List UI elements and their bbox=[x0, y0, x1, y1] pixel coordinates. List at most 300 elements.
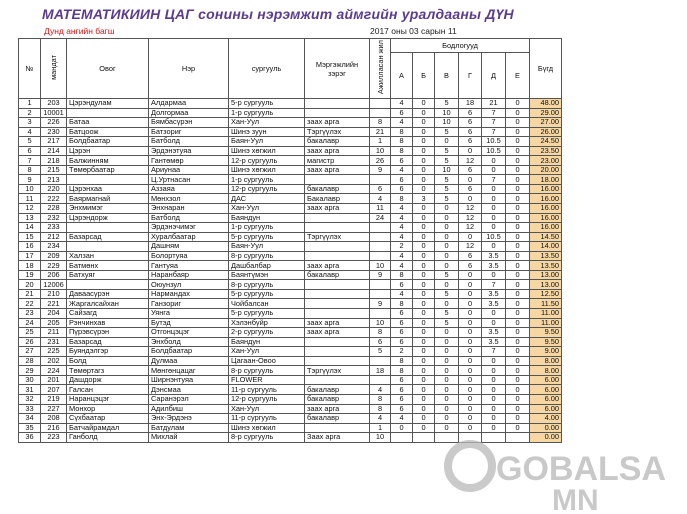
cell-lastname bbox=[67, 280, 149, 290]
cell-years bbox=[370, 232, 391, 242]
cell-school: FLOWER bbox=[229, 375, 305, 385]
cell-problem-f: 0 bbox=[506, 375, 530, 385]
cell-school: 12-р сургууль bbox=[229, 184, 305, 194]
table-row bbox=[19, 175, 562, 185]
cell-degree bbox=[305, 108, 370, 118]
cell-problem-e: 0 bbox=[482, 356, 506, 366]
cell-score: 0.00 bbox=[530, 423, 562, 433]
cell-number: 20 bbox=[19, 280, 41, 290]
cell-number: 16 bbox=[19, 242, 41, 252]
cell-score: 12.50 bbox=[530, 289, 562, 299]
cell-problem-d: 0 bbox=[459, 289, 482, 299]
cell-problem-f: 0 bbox=[506, 414, 530, 424]
cell-degree: заах арга bbox=[305, 328, 370, 338]
watermark-text-top: GOBALSA bbox=[496, 450, 666, 488]
cell-problem-e: 0 bbox=[482, 375, 506, 385]
cell-school: Хан-Уул bbox=[229, 347, 305, 357]
cell-problem-e: 0 bbox=[482, 385, 506, 395]
cell-code: 215 bbox=[41, 165, 67, 175]
cell-problem-a: 6 bbox=[391, 156, 413, 166]
cell-problem-b: 0 bbox=[413, 146, 435, 156]
cell-problem-e: 0 bbox=[482, 204, 506, 214]
cell-score: 6.00 bbox=[530, 394, 562, 404]
cell-number: 27 bbox=[19, 347, 41, 357]
cell-years: 10 bbox=[370, 261, 391, 271]
cell-years: 4 bbox=[370, 385, 391, 395]
cell-problem-d: 6 bbox=[459, 137, 482, 147]
cell-code: 217 bbox=[41, 137, 67, 147]
cell-problem-d: 0 bbox=[459, 404, 482, 414]
cell-number: 1 bbox=[19, 99, 41, 109]
cell-degree bbox=[305, 337, 370, 347]
cell-firstname: Мөнгөнцацаг bbox=[149, 366, 229, 376]
cell-score: 0.00 bbox=[530, 433, 562, 443]
cell-code: 210 bbox=[41, 289, 67, 299]
header-years: Ажилласан жил bbox=[370, 39, 391, 99]
cell-problem-f: 0 bbox=[506, 423, 530, 433]
cell-problem-a bbox=[391, 433, 413, 443]
cell-problem-b: 0 bbox=[413, 108, 435, 118]
cell-degree: магистр bbox=[305, 156, 370, 166]
table-row bbox=[19, 251, 562, 261]
cell-number: 8 bbox=[19, 165, 41, 175]
cell-code: 12006 bbox=[41, 280, 67, 290]
cell-problem-c: 0 bbox=[435, 394, 459, 404]
cell-firstname: Дулмаа bbox=[149, 356, 229, 366]
cell-problem-e: 10.5 bbox=[482, 137, 506, 147]
cell-problem-f: 0 bbox=[506, 156, 530, 166]
cell-degree: бакалавр bbox=[305, 137, 370, 147]
cell-problem-b: 0 bbox=[413, 423, 435, 433]
cell-score: 24.50 bbox=[530, 137, 562, 147]
cell-score: 16.00 bbox=[530, 213, 562, 223]
cell-code: 227 bbox=[41, 404, 67, 414]
cell-problem-f: 0 bbox=[506, 280, 530, 290]
cell-problem-a: 0 bbox=[391, 423, 413, 433]
cell-problem-e: 0 bbox=[482, 223, 506, 233]
cell-years: 5 bbox=[370, 347, 391, 357]
cell-firstname: Эрдэнэчимэг bbox=[149, 223, 229, 233]
cell-firstname: Гантуяа bbox=[149, 261, 229, 271]
cell-school: 8-р сургууль bbox=[229, 433, 305, 443]
cell-school: Шинэ хөгжил bbox=[229, 165, 305, 175]
cell-problem-c: 0 bbox=[435, 213, 459, 223]
cell-lastname: Сайзагд bbox=[67, 309, 149, 319]
cell-score: 16.00 bbox=[530, 204, 562, 214]
cell-problem-c: 0 bbox=[435, 385, 459, 395]
cell-firstname: Ганзориг bbox=[149, 299, 229, 309]
header-score: Бүгд bbox=[530, 39, 562, 99]
cell-problem-e: 0 bbox=[482, 423, 506, 433]
cell-problem-a: 4 bbox=[391, 261, 413, 271]
category-subtitle: Дунд ангийн багш bbox=[44, 26, 115, 36]
cell-problem-b: 0 bbox=[413, 337, 435, 347]
cell-code: 219 bbox=[41, 394, 67, 404]
cell-firstname: Батзориг bbox=[149, 127, 229, 137]
cell-lastname: Баярмагнай bbox=[67, 194, 149, 204]
cell-problem-f: 0 bbox=[506, 261, 530, 271]
cell-code: 205 bbox=[41, 318, 67, 328]
cell-code: 214 bbox=[41, 146, 67, 156]
cell-score: 9.00 bbox=[530, 347, 562, 357]
cell-problem-e: 0 bbox=[482, 184, 506, 194]
cell-code: 213 bbox=[41, 175, 67, 185]
cell-lastname: Батцоож bbox=[67, 127, 149, 137]
cell-years: 8 bbox=[370, 328, 391, 338]
cell-firstname: Бямбасүрэн bbox=[149, 118, 229, 128]
cell-problem-b: 0 bbox=[413, 242, 435, 252]
cell-problem-e: 0 bbox=[482, 404, 506, 414]
cell-score: 9.50 bbox=[530, 328, 562, 338]
cell-years: 4 bbox=[370, 194, 391, 204]
cell-lastname: Жаргалсайхан bbox=[67, 299, 149, 309]
cell-degree: Тэргүүлэх bbox=[305, 232, 370, 242]
cell-number: 22 bbox=[19, 299, 41, 309]
cell-problem-c: 0 bbox=[435, 261, 459, 271]
cell-problem-b: 0 bbox=[413, 118, 435, 128]
cell-problem-b: 0 bbox=[413, 318, 435, 328]
cell-code: 204 bbox=[41, 309, 67, 319]
cell-problem-e bbox=[482, 433, 506, 443]
cell-problem-b: 0 bbox=[413, 127, 435, 137]
cell-problem-f: 0 bbox=[506, 356, 530, 366]
cell-number: 12 bbox=[19, 204, 41, 214]
table-row bbox=[19, 299, 562, 309]
cell-number: 29 bbox=[19, 366, 41, 376]
cell-code: 225 bbox=[41, 347, 67, 357]
cell-score: 13.50 bbox=[530, 251, 562, 261]
cell-code: 208 bbox=[41, 414, 67, 424]
cell-school: Хэлэнбүйр bbox=[229, 318, 305, 328]
cell-score: 16.00 bbox=[530, 184, 562, 194]
table-row bbox=[19, 204, 562, 214]
cell-degree: бакалавр bbox=[305, 385, 370, 395]
cell-problem-d: 0 bbox=[459, 414, 482, 424]
cell-number: 5 bbox=[19, 137, 41, 147]
cell-problem-a: 4 bbox=[391, 99, 413, 109]
cell-problem-e: 0 bbox=[482, 194, 506, 204]
cell-years: 8 bbox=[370, 394, 391, 404]
cell-degree: бакалавр bbox=[305, 270, 370, 280]
watermark-text-bottom: MN bbox=[552, 484, 599, 512]
cell-years: 10 bbox=[370, 433, 391, 443]
table-row bbox=[19, 318, 562, 328]
header-number: № bbox=[19, 39, 41, 99]
cell-years: 8 bbox=[370, 118, 391, 128]
table-row bbox=[19, 309, 562, 319]
cell-problem-e: 7 bbox=[482, 108, 506, 118]
cell-firstname: Бутэд bbox=[149, 318, 229, 328]
cell-problem-d: 0 bbox=[459, 366, 482, 376]
cell-school: 1-р сургууль bbox=[229, 175, 305, 185]
cell-score: 23.00 bbox=[530, 156, 562, 166]
cell-score: 48.00 bbox=[530, 99, 562, 109]
cell-number: 33 bbox=[19, 404, 41, 414]
cell-problem-f: 0 bbox=[506, 184, 530, 194]
cell-degree: бакалавр bbox=[305, 184, 370, 194]
cell-problem-d: 0 bbox=[459, 175, 482, 185]
cell-code: 211 bbox=[41, 328, 67, 338]
cell-problem-b: 0 bbox=[413, 184, 435, 194]
cell-problem-a: 8 bbox=[391, 299, 413, 309]
cell-school: 8-р сургууль bbox=[229, 280, 305, 290]
cell-problem-c: 5 bbox=[435, 318, 459, 328]
cell-school: 1-р сургууль bbox=[229, 108, 305, 118]
cell-number: 24 bbox=[19, 318, 41, 328]
cell-problem-d: 0 bbox=[459, 194, 482, 204]
cell-firstname: Энх-Эрдэнэ bbox=[149, 414, 229, 424]
cell-code: 220 bbox=[41, 184, 67, 194]
cell-problem-c: 0 bbox=[435, 204, 459, 214]
cell-problem-f: 0 bbox=[506, 127, 530, 137]
cell-lastname: Наранцэцэг bbox=[67, 394, 149, 404]
table-row bbox=[19, 108, 562, 118]
cell-years: 6 bbox=[370, 184, 391, 194]
cell-problem-a: 4 bbox=[391, 204, 413, 214]
header-problem-1: А bbox=[391, 53, 413, 99]
cell-years bbox=[370, 280, 391, 290]
cell-problem-f: 0 bbox=[506, 318, 530, 328]
cell-problem-b: 0 bbox=[413, 251, 435, 261]
cell-problem-a: 8 bbox=[391, 127, 413, 137]
cell-degree: заах арга bbox=[305, 404, 370, 414]
cell-lastname: Базарсад bbox=[67, 232, 149, 242]
cell-school: 8-р сургууль bbox=[229, 251, 305, 261]
cell-problem-e: 7 bbox=[482, 280, 506, 290]
cell-problem-d: 18 bbox=[459, 99, 482, 109]
cell-problem-a: 4 bbox=[391, 232, 413, 242]
cell-school: Хан-Уул bbox=[229, 204, 305, 214]
cell-number: 19 bbox=[19, 270, 41, 280]
cell-score: 20.00 bbox=[530, 165, 562, 175]
cell-problem-d bbox=[459, 433, 482, 443]
cell-degree: заах арга bbox=[305, 318, 370, 328]
cell-number: 11 bbox=[19, 194, 41, 204]
cell-firstname: Дашням bbox=[149, 242, 229, 252]
cell-score: 13.50 bbox=[530, 261, 562, 271]
cell-score: 14.00 bbox=[530, 242, 562, 252]
cell-problem-c: 0 bbox=[435, 328, 459, 338]
cell-problem-f: 0 bbox=[506, 194, 530, 204]
cell-problem-c: 5 bbox=[435, 156, 459, 166]
cell-degree: Заах арга bbox=[305, 433, 370, 443]
cell-problem-f: 0 bbox=[506, 165, 530, 175]
cell-degree: заах арга bbox=[305, 165, 370, 175]
cell-score: 11.00 bbox=[530, 318, 562, 328]
cell-problem-a: 6 bbox=[391, 404, 413, 414]
cell-problem-b: 0 bbox=[413, 385, 435, 395]
cell-degree: бакалавр bbox=[305, 414, 370, 424]
cell-problem-e: 21 bbox=[482, 99, 506, 109]
cell-firstname: Гантөмөр bbox=[149, 156, 229, 166]
table-row bbox=[19, 375, 562, 385]
cell-problem-c: 10 bbox=[435, 108, 459, 118]
cell-score: 14.50 bbox=[530, 232, 562, 242]
header-problem-4: Г bbox=[459, 53, 482, 99]
cell-lastname bbox=[67, 223, 149, 233]
cell-problem-a: 4 bbox=[391, 165, 413, 175]
cell-problem-a: 6 bbox=[391, 175, 413, 185]
header-degree: Мэргэжлийн зэрэг bbox=[305, 39, 370, 99]
cell-problem-b: 0 bbox=[413, 366, 435, 376]
cell-lastname: Батчайрамдал bbox=[67, 423, 149, 433]
cell-problem-c: 0 bbox=[435, 337, 459, 347]
cell-school: Шинэ хөгжил bbox=[229, 423, 305, 433]
table-row bbox=[19, 414, 562, 424]
cell-lastname: Галсан bbox=[67, 385, 149, 395]
cell-problem-e: 7 bbox=[482, 175, 506, 185]
table-row bbox=[19, 356, 562, 366]
header-problems: Бодлогууд bbox=[391, 39, 530, 53]
cell-problem-c: 0 bbox=[435, 223, 459, 233]
cell-problem-b: 0 bbox=[413, 309, 435, 319]
cell-code: 232 bbox=[41, 213, 67, 223]
cell-school: Чойбалсан bbox=[229, 299, 305, 309]
cell-lastname: Ганболд bbox=[67, 433, 149, 443]
cell-problem-a: 6 bbox=[391, 280, 413, 290]
cell-problem-b: 0 bbox=[413, 156, 435, 166]
cell-firstname: Батболд bbox=[149, 213, 229, 223]
cell-degree: заах арга bbox=[305, 204, 370, 214]
cell-degree bbox=[305, 223, 370, 233]
cell-problem-d: 0 bbox=[459, 146, 482, 156]
cell-problem-d: 0 bbox=[459, 270, 482, 280]
cell-school: ДАС bbox=[229, 194, 305, 204]
cell-degree: заах арга bbox=[305, 261, 370, 271]
header-problem-5: Д bbox=[482, 53, 506, 99]
cell-score: 26.00 bbox=[530, 127, 562, 137]
cell-score: 4.00 bbox=[530, 414, 562, 424]
header-problem-2: Б bbox=[413, 53, 435, 99]
cell-problem-d: 0 bbox=[459, 337, 482, 347]
cell-code: 224 bbox=[41, 366, 67, 376]
cell-problem-d: 6 bbox=[459, 127, 482, 137]
cell-problem-e: 3.5 bbox=[482, 289, 506, 299]
cell-number: 28 bbox=[19, 356, 41, 366]
cell-code: 202 bbox=[41, 356, 67, 366]
cell-problem-a: 4 bbox=[391, 289, 413, 299]
cell-school: Баяндун bbox=[229, 337, 305, 347]
cell-score: 13.00 bbox=[530, 270, 562, 280]
cell-problem-d: 12 bbox=[459, 156, 482, 166]
header-firstname: Нэр bbox=[149, 39, 229, 99]
cell-problem-e: 7 bbox=[482, 118, 506, 128]
cell-code: 229 bbox=[41, 261, 67, 271]
cell-problem-b: 0 bbox=[413, 213, 435, 223]
cell-firstname: Ц.Уртнасан bbox=[149, 175, 229, 185]
cell-code: 230 bbox=[41, 127, 67, 137]
cell-problem-f: 0 bbox=[506, 99, 530, 109]
cell-code: 234 bbox=[41, 242, 67, 252]
cell-code: 228 bbox=[41, 204, 67, 214]
cell-code: 222 bbox=[41, 194, 67, 204]
cell-firstname: Адилбиш bbox=[149, 404, 229, 414]
cell-degree bbox=[305, 423, 370, 433]
cell-score: 8.00 bbox=[530, 356, 562, 366]
cell-problem-c: 5 bbox=[435, 127, 459, 137]
cell-problem-e: 0 bbox=[482, 165, 506, 175]
cell-number: 3 bbox=[19, 118, 41, 128]
cell-problem-a: 6 bbox=[391, 385, 413, 395]
cell-degree bbox=[305, 309, 370, 319]
cell-lastname: Буяндэлгэр bbox=[67, 347, 149, 357]
table-row bbox=[19, 366, 562, 376]
cell-degree bbox=[305, 375, 370, 385]
cell-firstname: Мөнхзол bbox=[149, 194, 229, 204]
cell-problem-d: 6 bbox=[459, 261, 482, 271]
cell-firstname: Эрдэнэтуяа bbox=[149, 146, 229, 156]
cell-problem-e: 10.5 bbox=[482, 232, 506, 242]
cell-school: 12-р сургууль bbox=[229, 394, 305, 404]
cell-problem-c: 0 bbox=[435, 251, 459, 261]
cell-code: 221 bbox=[41, 299, 67, 309]
cell-score: 18.00 bbox=[530, 175, 562, 185]
cell-problem-e: 0 bbox=[482, 366, 506, 376]
table-row bbox=[19, 165, 562, 175]
cell-degree bbox=[305, 99, 370, 109]
header-problem-6: Е bbox=[506, 53, 530, 99]
cell-problem-f: 0 bbox=[506, 223, 530, 233]
cell-years: 9 bbox=[370, 299, 391, 309]
cell-problem-b: 0 bbox=[413, 299, 435, 309]
cell-problem-b: 0 bbox=[413, 375, 435, 385]
cell-years bbox=[370, 375, 391, 385]
table-row bbox=[19, 127, 562, 137]
cell-lastname: Төмөрбаатар bbox=[67, 165, 149, 175]
cell-problem-b: 0 bbox=[413, 232, 435, 242]
cell-problem-b: 0 bbox=[413, 347, 435, 357]
cell-lastname: Цэрэндулам bbox=[67, 99, 149, 109]
cell-number: 25 bbox=[19, 328, 41, 338]
cell-problem-f: 0 bbox=[506, 118, 530, 128]
cell-problem-b: 0 bbox=[413, 204, 435, 214]
cell-problem-d: 0 bbox=[459, 328, 482, 338]
cell-score: 8.00 bbox=[530, 366, 562, 376]
cell-code: 206 bbox=[41, 270, 67, 280]
cell-problem-e: 0 bbox=[482, 213, 506, 223]
cell-problem-c: 0 bbox=[435, 375, 459, 385]
cell-problem-f: 0 bbox=[506, 251, 530, 261]
table-row bbox=[19, 337, 562, 347]
cell-problem-c: 5 bbox=[435, 146, 459, 156]
cell-degree: заах арга bbox=[305, 146, 370, 156]
table-row bbox=[19, 328, 562, 338]
cell-school: 1-р сургууль bbox=[229, 223, 305, 233]
table-row bbox=[19, 347, 562, 357]
cell-lastname: Цэрэндорж bbox=[67, 213, 149, 223]
cell-problem-d: 0 bbox=[459, 394, 482, 404]
cell-school: Баянтүмэн bbox=[229, 270, 305, 280]
cell-lastname: Цэрэнхаа bbox=[67, 184, 149, 194]
cell-number: 15 bbox=[19, 232, 41, 242]
cell-firstname: Уянга bbox=[149, 309, 229, 319]
cell-firstname: Нармандах bbox=[149, 289, 229, 299]
results-table bbox=[18, 38, 562, 443]
cell-lastname: Энхмимэг bbox=[67, 204, 149, 214]
cell-firstname: Ариунаа bbox=[149, 165, 229, 175]
table-row bbox=[19, 194, 562, 204]
cell-problem-d: 12 bbox=[459, 213, 482, 223]
cell-problem-d: 0 bbox=[459, 385, 482, 395]
cell-degree bbox=[305, 213, 370, 223]
cell-school: 12-р сургууль bbox=[229, 156, 305, 166]
cell-years: 21 bbox=[370, 127, 391, 137]
cell-years bbox=[370, 309, 391, 319]
cell-code: 212 bbox=[41, 232, 67, 242]
cell-problem-a: 6 bbox=[391, 184, 413, 194]
cell-code: 231 bbox=[41, 337, 67, 347]
cell-years: 6 bbox=[370, 337, 391, 347]
